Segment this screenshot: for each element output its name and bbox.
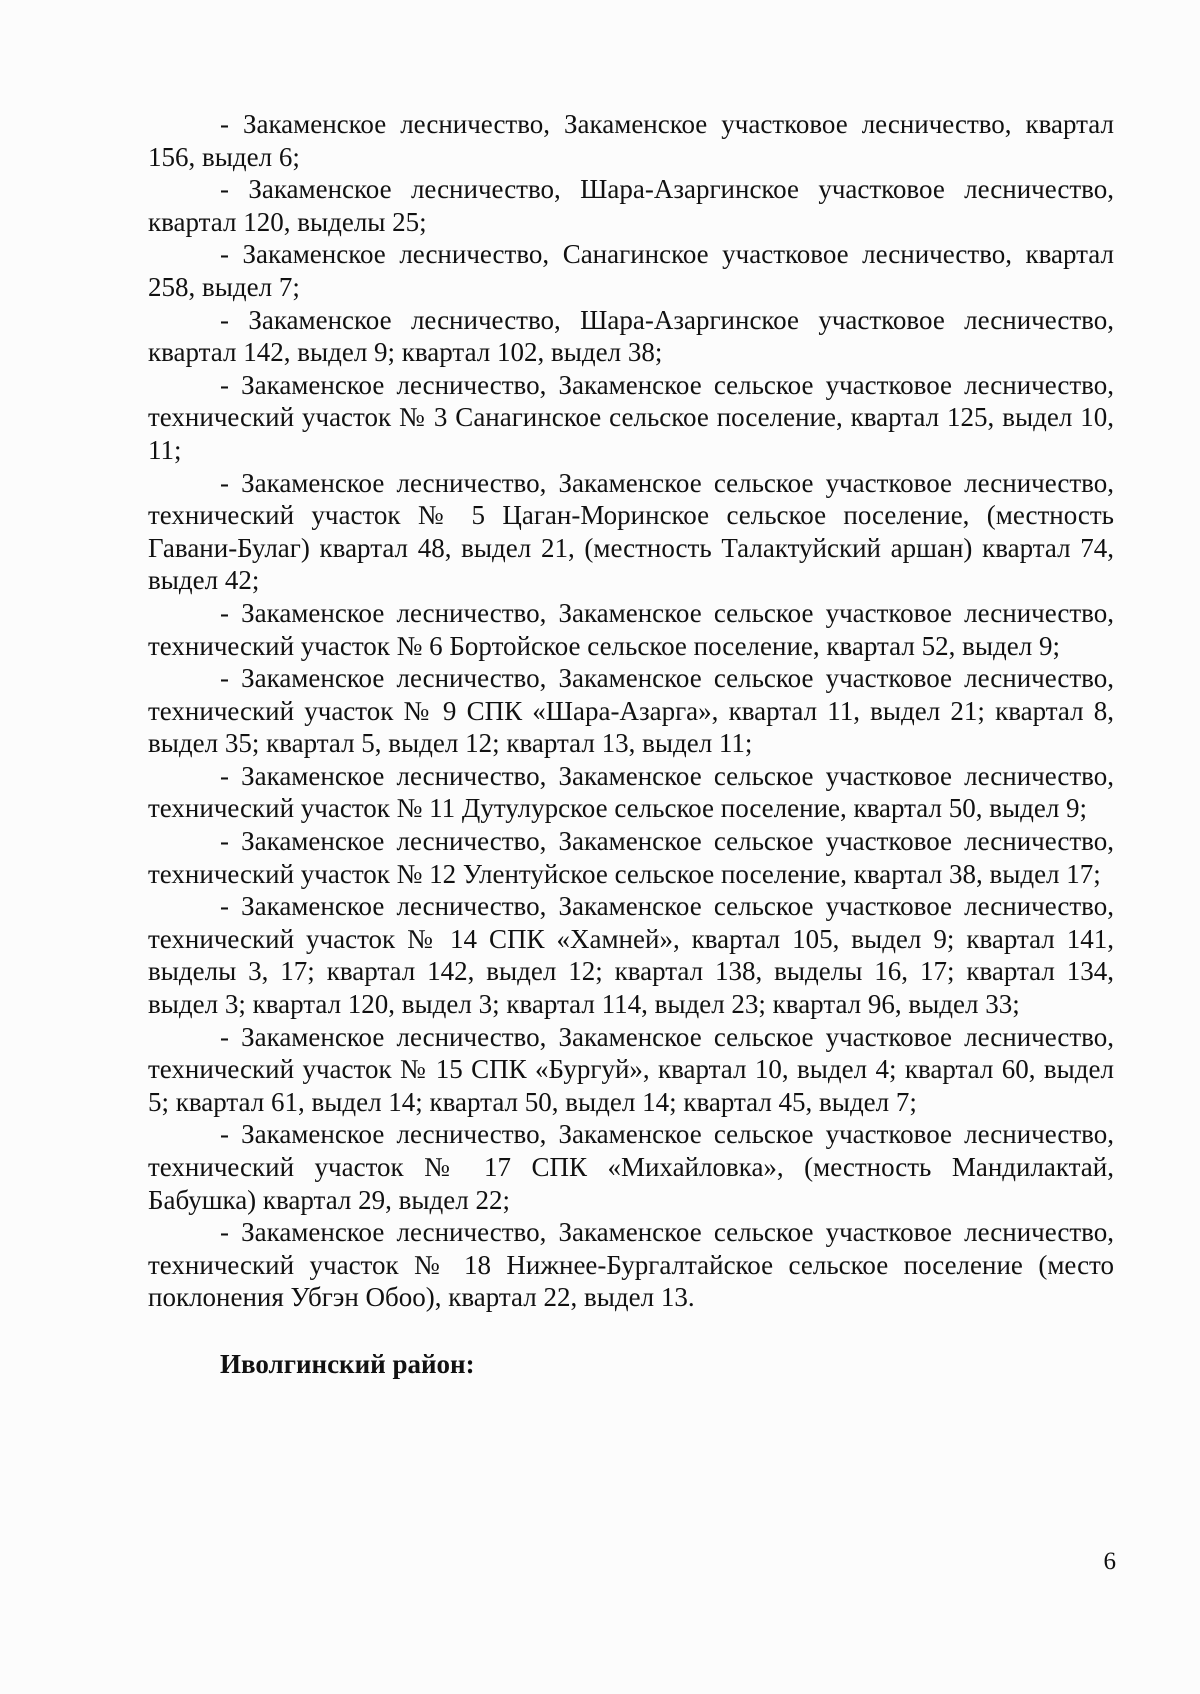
list-item-12: - Закаменское лесничество, Закаменское сельское участковое лесничество, технический участок № 15 СПК «Бургуй», квартал 10, выдел 4; квартал 60, выдел 5; квартал 61, выдел 14; квартал 50, выдел 14; квартал 45, выдел 7; [148,1021,1114,1117]
list-item-1: - Закаменское лесничество, Закаменское участковое лесничество, квартал 156, выдел 6; [148,109,1114,172]
list-item-3: - Закаменское лесничество, Санагинское участковое лесничество, квартал 258, выдел 7; [148,239,1114,302]
list-item-11: - Закаменское лесничество, Закаменское сельское участковое лесничество, технический участок № 14 СПК «Хамней», квартал 105, выдел 9; квартал 141, выделы 3, 17; квартал 142, выдел 12; квартал 138, выделы 16, 17; квартал 134, выдел 3; квартал 120, выдел 3; квартал 114, выдел 23; квартал 96, выдел 33; [148,891,1114,1020]
list-item-8: - Закаменское лесничество, Закаменское сельское участковое лесничество, технический участок № 9 СПК «Шара-Азарга», квартал 11, выдел 21; квартал 8, выдел 35; квартал 5, выдел 12; квартал 13, выдел 11; [148,663,1114,759]
page-number: 6 [1103,1548,1116,1575]
list-item-5: - Закаменское лесничество, Закаменское сельское участковое лесничество, технический участок № 3 Санагинское сельское поселение, квартал 125, выдел 10, 11; [148,369,1114,465]
list-item-10: - Закаменское лесничество, Закаменское сельское участковое лесничество, технический участок № 12 Улентуйское сельское поселение, квартал 38, выдел 17; [148,826,1114,889]
list-item-2: - Закаменское лесничество, Шара-Азаргинское участковое лесничество, квартал 120, выделы 25; [148,174,1114,237]
document-body [148,108,1114,1381]
list-item-14: - Закаменское лесничество, Закаменское сельское участковое лесничество, технический участок № 18 Нижнее-Бургалтайское сельское поселение (место поклонения Убгэн Обоо), квартал 22, выдел 13. [148,1217,1114,1313]
list-item-7: - Закаменское лесничество, Закаменское сельское участковое лесничество, технический участок № 6 Бортойское сельское поселение, квартал 52, выдел 9; [148,597,1114,661]
list-item-9: - Закаменское лесничество, Закаменское сельское участковое лесничество, технический участок № 11 Дутулурское сельское поселение, квартал 50, выдел 9; [148,760,1114,824]
section-title: Иволгинский район: [220,1348,475,1379]
list-item-4: - Закаменское лесничество, Шара-Азаргинское участковое лесничество, квартал 142, выдел 9; квартал 102, выдел 38; [148,304,1114,368]
list-item-13: - Закаменское лесничество, Закаменское сельское участковое лесничество, технический участок № 17 СПК «Михайловка», (местность Мандилактай, Бабушка) квартал 29, выдел 22; [148,1119,1114,1215]
list-item-6: - Закаменское лесничество, Закаменское сельское участковое лесничество, технический участок № 5 Цаган-Моринское сельское поселение, (местность Гавани-Булаг) квартал 48, выдел 21, (местность Талактуйский аршан) квартал 74, выдел 42; [148,467,1114,596]
